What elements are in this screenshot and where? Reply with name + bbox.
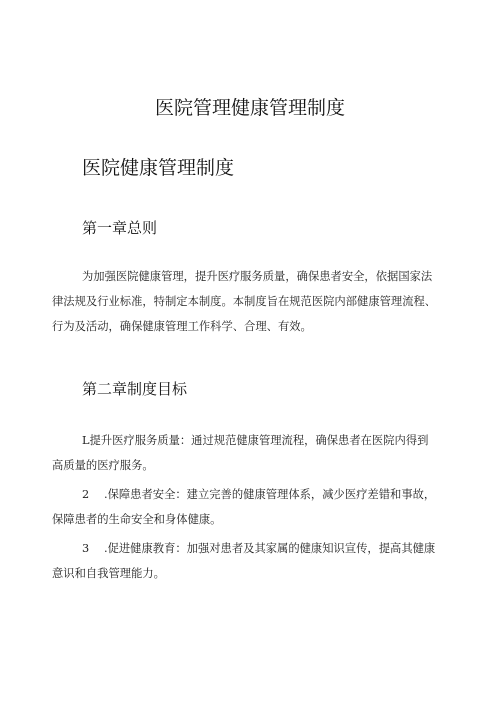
goal-item-3 bbox=[52, 536, 462, 586]
paragraph-line: 律法规及行业标准，特制定本制度。本制度旨在规范医院内部健康管理流程、 bbox=[52, 295, 437, 308]
goal-item-line: 保障患者的生命安全和身体健康。 bbox=[52, 513, 222, 526]
chapter-2-heading: 第二章制度目标 bbox=[82, 380, 188, 398]
goal-item-text: .促进健康教育：加强对患者及其家属的健康知识宣传，提高其健康 bbox=[104, 542, 436, 555]
paragraph-line: 为加强医院健康管理，提升医疗服务质量，确保患者安全，依据国家法 bbox=[82, 270, 433, 283]
goal-item-1 bbox=[52, 428, 462, 478]
document-title: 医院管理健康管理制度 bbox=[154, 97, 345, 119]
goal-item-text: .保障患者安全：建立完善的健康管理体系，减少医疗差错和事故， bbox=[104, 488, 436, 501]
goal-item-first-line bbox=[52, 482, 462, 507]
goal-item-number: 2 bbox=[82, 488, 90, 501]
paragraph-line: 行为及活动，确保健康管理工作科学、合理、有效。 bbox=[52, 320, 312, 333]
goal-item-number: 3 bbox=[82, 542, 90, 555]
chapter-1-heading: 第一章总则 bbox=[82, 219, 158, 237]
main-heading: 医院健康管理制度 bbox=[82, 157, 235, 179]
goal-item-first-line bbox=[52, 536, 462, 561]
goal-item-line: 高质量的医疗服务。 bbox=[52, 459, 154, 472]
goal-item-2 bbox=[52, 482, 462, 532]
chapter-1-paragraph bbox=[52, 264, 462, 339]
goal-item-line: 意识和自我管理能力。 bbox=[52, 567, 165, 580]
goal-item-line: L提升医疗服务质量：通过规范健康管理流程，确保患者在医院内得到 bbox=[82, 434, 429, 447]
